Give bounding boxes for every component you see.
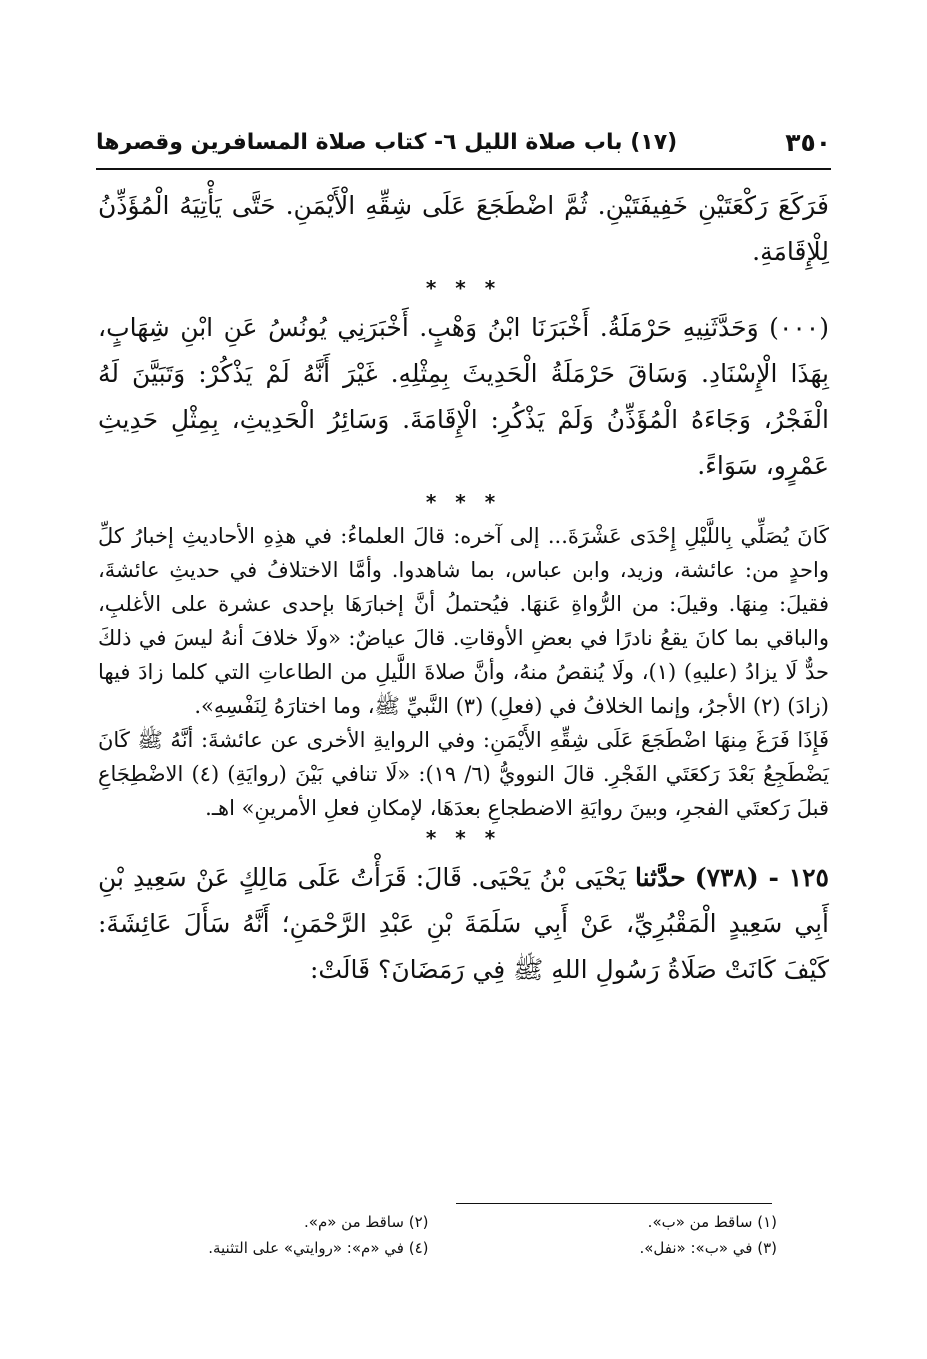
hadith-paragraph-harmala: (٠٠٠) وَحَدَّثَنِيهِ حَرْمَلَةُ. أَخْبَرَنَا ابْنُ وَهْبٍ. أَخْبَرَنِي يُونُسُ عَنِ ابْنِ شِهَابٍ، بِهَذَا الْإِسْنَادِ. وَسَاقَ حَرْمَلَةُ الْحَدِيثَ بِمِثْلِهِ. غَيْرَ أَنَّهُ لَمْ يَذْكُرْ: وَتَبَيَّنَ لَهُ الْفَجْرُ، وَجَاءَهُ الْمُؤَذِّنُ وَلَمْ يَذْكُرِ: الْإِقَامَةَ. وَسَائِرُ الْحَدِيثِ، بِمِثْلِ حَدِيثِ عَمْرٍو، سَوَاءً. [98,313,829,480]
commentary-paragraph: كَانَ يُصَلِّي بِاللَّيْلِ إِحْدَى عَشْرَةَ... إلى آخره: قالَ العلماءُ: في هذِهِ الأحاديثِ إخبارُ كلِّ واحدٍ من: عائشة، وزيد، وابن عباس، بما شاهدوا. وأمَّا الاختلافُ في حديثِ عائشةَ، فقيلَ: مِنهَا. وقيلَ: من الرُّواةِ عَنهَا. فيُحتملُ أنَّ إخبارَهَا بإحدى عشرة على الأغلبِ، والباقي بما كانَ يقعُ نادرًا في بعضِ الأوقاتِ. قالَ عياضٌ: «ولَا خلافَ أنهُ ليسَ في ذلكَ حدٌّ لَا يزادُ (عليهِ) (١)، ولَا يُنقصُ منهُ، وأنَّ صلاةَ اللَّيلِ من الطاعاتِ التي كلما زادَ فيها (زادَ) (٢) الأجرُ، وإنما الخلافُ في (فعلِ) (٣) النَّبيِّ ﷺ، وما اختارَهُ لِنَفْسِهِ». [98,524,829,718]
footnotes [120,1209,777,1261]
page-body [98,183,829,993]
footnotes-divider [456,1203,772,1204]
footnote-3: (٣) في «ب»: «نفل». [639,1239,777,1257]
header-divider [96,168,831,170]
hadith-lead-word: حدَّثنا [635,863,686,892]
running-header [96,128,831,162]
chapter-title: (١٧) باب صلاة الليل ٦- كتاب صلاة المسافرين وقصرها [96,130,678,155]
page-number: ٣٥٠ [785,128,831,157]
hadith-paragraph-125 [98,855,829,993]
hadith-text: يَحْيَى بْنُ يَحْيَى. قَالَ: قَرَأْتُ عَلَى مَالِكٍ عَنْ سَعِيدِ بْنِ أَبِي سَعِيدٍ الْمَقْبُرِيِّ، عَنْ أَبِي سَلَمَةَ بْنِ عَبْدِ الرَّحْمَنِ؛ أَنَّهُ سَأَلَ عَائِشَةَ: كَيْفَ كَانَتْ صَلَاةُ رَسُولِ اللهِ ﷺ فِي رَمَضَانَ؟ قَالَتْ: [98,863,829,984]
footnote-2: (٢) ساقط من «م». [304,1213,429,1231]
commentary-paragraph-2: فَإِذَا فَرَغَ مِنهَا اضْطَجَعَ عَلَى شِقِّهِ الأَيْمَنِ: وفي الروايةِ الأخرى عن عائشةَ: أنَّهُ ﷺ كَانَ يَضْطَجِعُ بَعْدَ رَكعَتَي الفَجْرِ. قالَ النوويُّ (٦/ ١٩): «لَا تنافي بَيْنَ (روايَةِ) (٤) الاضْطِجَاعِ قبلَ رَكعتَي الفجرِ، وبينَ روايَةِ الاضطجاعِ بعدَهَا، لإمكانِ فعلِ الأمرينِ» اهـ. [98,728,829,820]
hadith-number: ١٢٥ - (٧٣٨) [694,863,829,892]
footnote-4: (٤) في «م»: «روايتي» على التثنية. [208,1239,429,1257]
footnote-1: (١) ساقط من «ب». [647,1213,777,1231]
section-separator: * * * [425,276,502,300]
hadith-paragraph-continued: فَرَكَعَ رَكْعَتَيْنِ خَفِيفَتَيْنِ. ثُمَّ اضْطَجَعَ عَلَى شِقِّهِ الْأَيْمَنِ. حَتَّى يَأْتِيَهُ الْمُؤَذِّنُ لِلْإِقَامَةِ. [98,191,829,266]
section-separator: * * * [425,490,502,514]
section-separator: * * * [425,826,502,850]
